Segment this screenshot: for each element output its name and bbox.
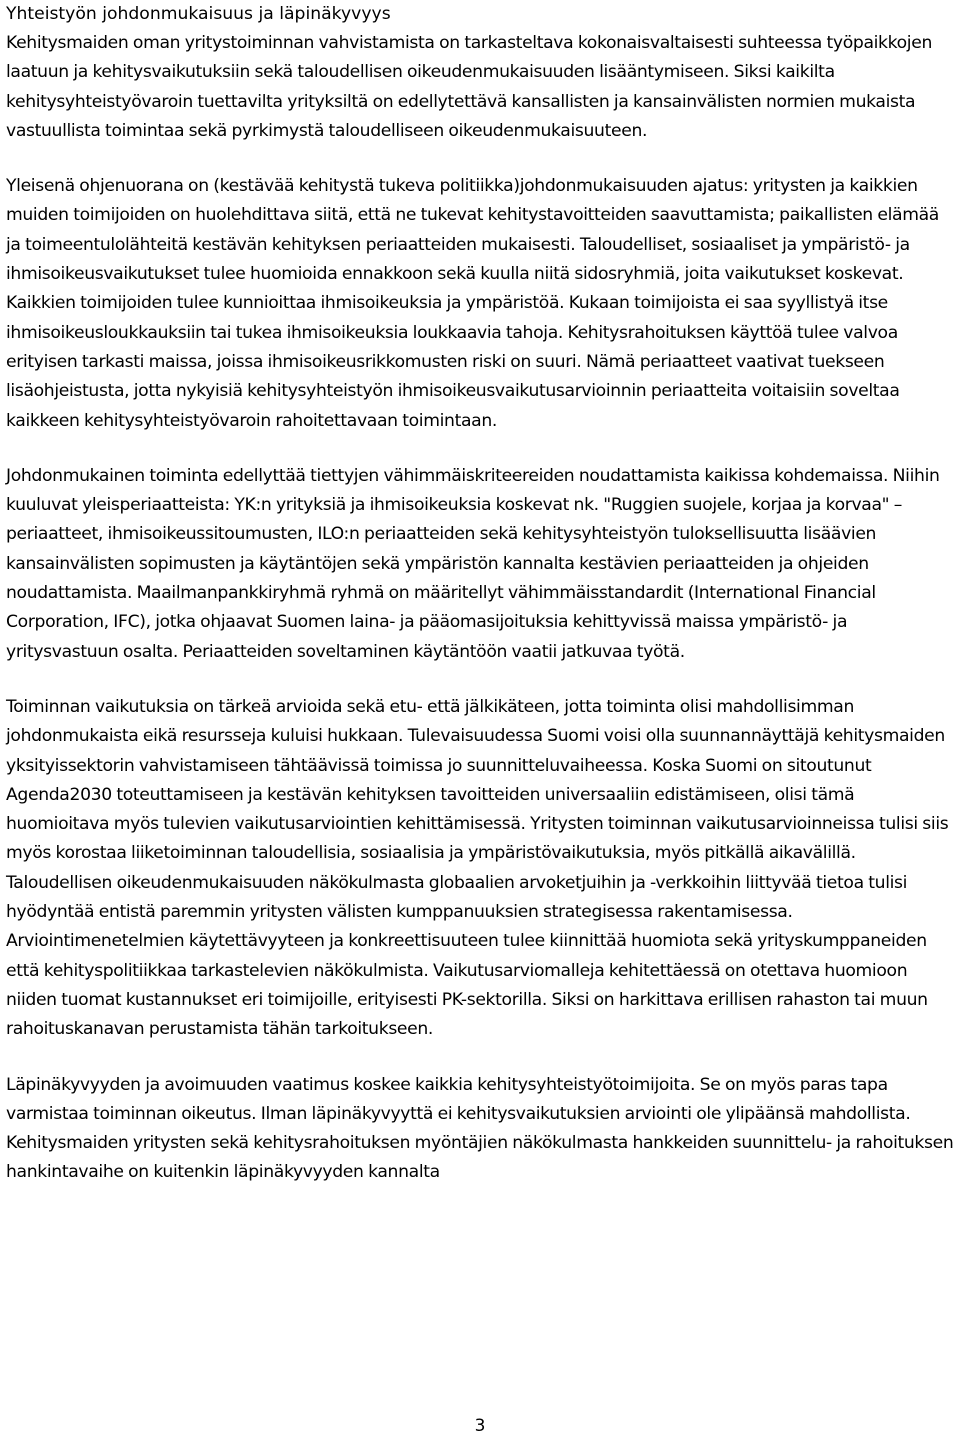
section-heading: Yhteistyön johdonmukaisuus ja läpinäkyvyys bbox=[6, 4, 391, 24]
paragraph-4: Toiminnan vaikutuksia on tärkeä arvioida sekä etu- että jälkikäteen, jotta toiminta olisi mahdollisimman johdonmukaista eikä resursseja kuluisi hukkaan. Tulevaisuudessa Suomi voisi olla suunnannäyttäjä kehitysmaiden yksityissektorin vahvistamiseen tähtäävissä toimissa jo suunnitteluvaiheessa. Koska Suomi on sitoutunut Agenda2030 toteuttamiseen ja kestävän kehityksen tavoitteiden universaaliin edistämiseen, olisi tämä huomioitava myös tulevien vaikutusarviointien kehittämisessä. Yritysten toiminnan vaikutusarvioinneissa tulisi siis myös korostaa liiketoiminnan taloudellisia, sosiaalisia ja ympäristövaikutuksia, myös pitkällä aikavälillä. Taloudellisen oikeudenmukaisuuden näkökulmasta globaalien arvoketjuihin ja -verkkoihin liittyvää tietoa tulisi hyödyntää entistä paremmin yritysten välisten kumppanuuksien strategisessa rakentamisessa. Arviointimenetelmien käytettävyyteen ja konkreettisuuteen tulee kiinnittää huomiota sekä yrityskumppaneiden että kehityspolitiikkaa tarkastelevien näkökulmista. Vaikutusarviomalleja kehitettäessä on otettava huomioon niiden tuomat kustannukset eri toimijoille, erityisesti PK-sektorilla. Siksi on harkittava erillisen rahaston tai muun rahoituskanavan perustamista tähän tarkoitukseen. bbox=[6, 696, 949, 1040]
paragraph-5: Läpinäkyvyyden ja avoimuuden vaatimus koskee kaikkia kehitysyhteistyötoimijoita. Se on myös paras tapa varmistaa toiminnan oikeutus. Ilman läpinäkyvyyttä ei kehitysvaikutuksien arviointi ole ylipäänsä mahdollista. Kehitysmaiden yritysten sekä kehitysrahoituksen myöntäjien näkökulmasta hankkeiden suunnittelu- ja rahoituksen hankintavaihe on kuitenkin läpinäkyvyyden kannalta bbox=[6, 1074, 954, 1183]
paragraph-1: Kehitysmaiden oman yritystoiminnan vahvistamista on tarkasteltava kokonaisvaltaisesti suhteessa työpaikkojen laatuun ja kehitysvaikutuksiin sekä taloudellisen oikeudenmukaisuuden lisääntymiseen. Siksi kaikilta kehitysyhteistyövaroin tuettavilta yrityksiltä on edellytettävä kansallisten ja kansainvälisten normien mukaista vastuullista toimintaa sekä pyrkimystä taloudelliseen oikeudenmukaisuuteen. bbox=[6, 33, 933, 141]
paragraph-gap bbox=[6, 436, 958, 462]
paragraph-gap bbox=[6, 146, 958, 172]
paragraph-gap bbox=[6, 667, 958, 693]
page-number: 3 bbox=[474, 1416, 486, 1436]
paragraph-gap bbox=[6, 1045, 958, 1071]
paragraph-3: Johdonmukainen toiminta edellyttää tiettyjen vähimmäiskriteereiden noudattamista kaikissa kohdemaissa. Niihin kuuluvat yleisperiaatteista: YK:n yrityksiä ja ihmisoikeuksia koskevat nk. "Ruggien suojele, korjaa ja korvaa" –periaatteet, ihmisoikeussitoumusten, ILO:n periaatteiden sekä kehitysyhteistyön tuloksellisuutta lisäävien kansainvälisten sopimusten ja käytäntöjen sekä ympäristön kannalta kestävien periaatteiden ja ohjeiden noudattamista. Maailmanpankkiryhmä ryhmä on määritellyt vähimmäisstandardit (International Financial Corporation, IFC), jotka ohjaavat Suomen laina- ja pääomasijoituksia kehittyvissä maissa ympäristö- ja yritysvastuun osalta. Periaatteiden soveltaminen käytäntöön vaatii jatkuvaa työtä. bbox=[6, 465, 940, 662]
document-page bbox=[6, 0, 958, 1188]
paragraph-2: Yleisenä ohjenuorana on (kestävää kehitystä tukeva politiikka)johdonmukaisuuden ajatus: yritysten ja kaikkien muiden toimijoiden on huolehdittava siitä, että ne tukevat kehitystavoitteiden saavuttamista; paikallisten elämää ja toimeentulolähteitä kestävän kehityksen periaatteiden mukaisesti. Taloudelliset, sosiaaliset ja ympäristö- ja ihmisoikeusvaikutukset tulee huomioida ennakkoon sekä kuulla niitä sidosryhmiä, joita vaikutukset koskevat. Kaikkien toimijoiden tulee kunnioittaa ihmisoikeuksia ja ympäristöä. Kukaan toimijoista ei saa syyllistyä itse ihmisoikeusloukkauksiin tai tukea ihmisoikeuksia loukkaavia tahoja. Kehitysrahoituksen käyttöä tulee valvoa erityisen tarkasti maissa, joissa ihmisoikeusrikkomusten riski on suuri. Nämä periaatteet vaativat tuekseen lisäohjeistusta, jotta nykyisiä kehitysyhteistyön ihmisoikeusvaikutusarvioinnin periaatteita voitaisiin soveltaa kaikkeen kehitysyhteistyövaroin rahoitettavaan toimintaan. bbox=[6, 176, 939, 431]
